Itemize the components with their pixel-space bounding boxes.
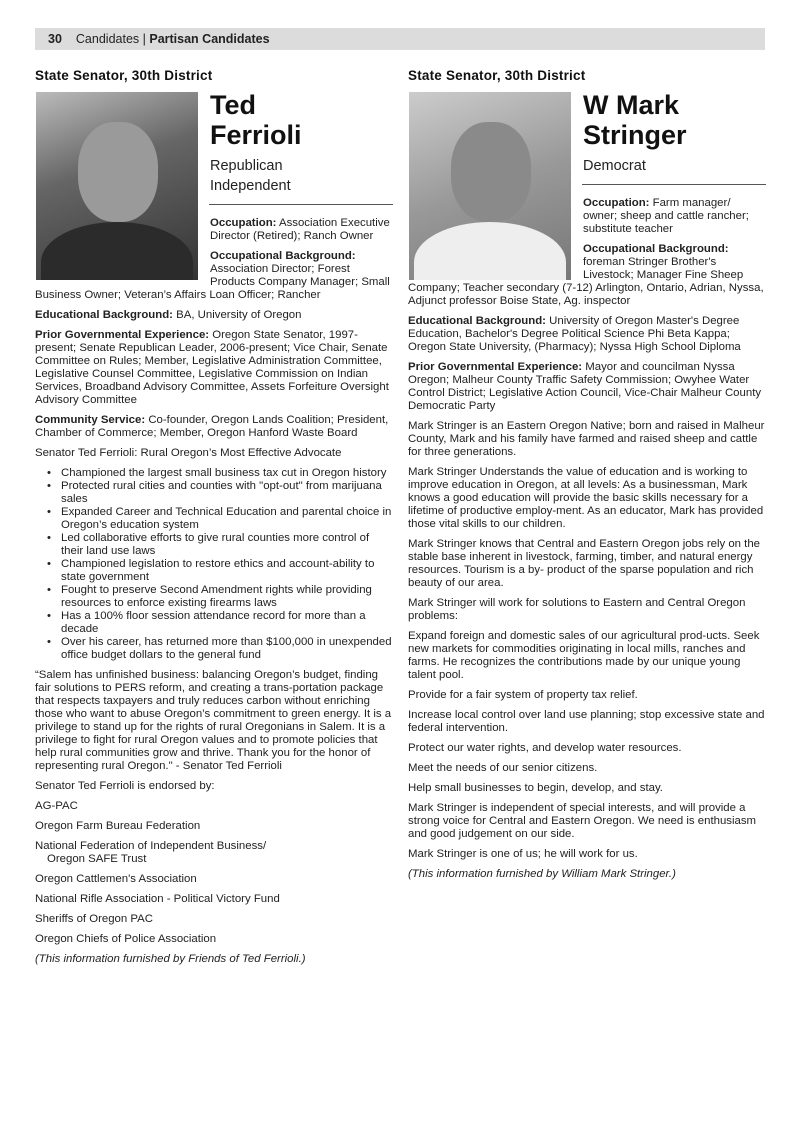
list-item: • Championed the largest small business tax cut in Oregon history bbox=[47, 467, 393, 480]
occupation: Occupation: Association Executive Director (Retired); Ranch Owner bbox=[210, 217, 390, 242]
statement-paragraph: Meet the needs of our senior citizens. bbox=[408, 762, 598, 774]
list-item: • Expanded Career and Technical Education and parental choice in Oregon’s education system bbox=[47, 506, 393, 532]
list-item: • Fought to preserve Second Amendment rights while providing resources to enforce existing firearms laws bbox=[47, 584, 393, 610]
candidate-ferrioli bbox=[35, 69, 393, 973]
accomplishments-list bbox=[47, 467, 393, 662]
educational-background: Educational Background: BA, University of Oregon bbox=[35, 309, 302, 321]
occupational-background: Occupational Background: foreman Stringer Brother's Livestock; Manager Fine Sheep Company; Teacher secondary (7-12) Arlington, Ontario, Adrian, Nyssa, Adjunct professor Boise State, Ag. inspector bbox=[408, 243, 764, 307]
endorsement: Oregon Chiefs of Police Association bbox=[35, 933, 217, 945]
list-item: • Protected rural cities and counties with "opt-out" from marijuana sales bbox=[47, 480, 393, 506]
section-label: Candidates | bbox=[75, 32, 146, 46]
candidate-party: Democrat bbox=[583, 158, 646, 174]
statement-paragraph: Mark Stringer is one of us; he will work for us. bbox=[408, 848, 638, 860]
statement-paragraph: Increase local control over land use planning; stop excessive state and federal intervention. bbox=[408, 709, 765, 734]
statement-paragraph: Mark Stringer will work for solutions to Eastern and Central Oregon problems: bbox=[408, 597, 746, 622]
page-number: 30 bbox=[48, 32, 62, 46]
list-item: • Led collaborative efforts to give rural counties more control of their land use laws bbox=[47, 532, 393, 558]
office-title: State Senator, 30th District bbox=[408, 68, 586, 83]
candidate-party: Republican Independent bbox=[210, 158, 291, 194]
list-item: • Over his career, has returned more than $100,000 in unexpended office budget dollars to the general fund bbox=[47, 636, 393, 662]
tagline: Senator Ted Ferrioli: Rural Oregon’s Most Effective Advocate bbox=[35, 447, 342, 459]
candidate-name: W Mark Stringer bbox=[583, 90, 687, 150]
endorsement: National Federation of Independent Business/ Oregon SAFE Trust bbox=[35, 840, 267, 865]
statement-paragraph: Mark Stringer Understands the value of education and is working to improve education in Oregon, at all levels: As a businessman, Mark knows a good education will provide the basic skills necessary for a lifetime of productive employ-ment. As an educator, Mark has provided those vital skills to our children. bbox=[408, 466, 764, 530]
candidate-quote: “Salem has unfinished business: balancing Oregon’s budget, finding fair solutions to PERS reform, and creating a trans-portation package that respects taxpayers and truly reduces carbon without enriching those who want to abuse Oregon’s commitment to green energy. It is a privilege to stand up for the rights of rural Oregonians in Salem. It is a privilege to fight for rural Oregon values and to promote policies that help rural communities grow and thrive. Thank you for the honor of representing rural Oregon." - Senator Ted Ferrioli bbox=[35, 669, 392, 772]
list-item: • Has a 100% floor session attendance record for more than a decade bbox=[47, 610, 393, 636]
divider bbox=[209, 204, 393, 205]
candidate-name: Ted Ferrioli bbox=[210, 90, 302, 150]
office-title: State Senator, 30th District bbox=[35, 68, 213, 83]
furnished-note: (This information furnished by William Mark Stringer.) bbox=[408, 868, 676, 880]
statement-paragraph: Expand foreign and domestic sales of our agricultural prod-ucts. Seek new markets for commodities originating in local mills, ranches and farms. He recognizes the contributions made by our unique young talent pool. bbox=[408, 630, 760, 681]
governmental-experience: Prior Governmental Experience: Mayor and councilman Nyssa Oregon; Malheur County Traffic Safety Commission; Owyhee Water Control District; Legislative Action Council, Vice-Chair Malheur County Democratic Party bbox=[408, 361, 762, 412]
endorsement: Oregon Farm Bureau Federation bbox=[35, 820, 201, 832]
endorsement: Oregon Cattlemen's Association bbox=[35, 873, 197, 885]
occupation: Occupation: Farm manager/ owner; sheep and cattle rancher; substitute teacher bbox=[583, 197, 749, 235]
governmental-experience: Prior Governmental Experience: Oregon State Senator, 1997-present; Senate Republican Leader, 2006-present; Vice Chair, Senate Committee on Rules; Member, Legislative Administration Committee, Legislative Counsel Committee, Legislative Commission on Indian Services, Broadband Advisory Committee, Assets Forfeiture Oversight Advisory Committee bbox=[35, 329, 389, 406]
statement-paragraph: Mark Stringer knows that Central and Eastern Oregon jobs rely on the stable base inherent in livestock, farming, timber, and natural energy resources. Tourism is a by- product of the sparse population and rich beauty of our area. bbox=[408, 538, 761, 589]
endorsement: National Rifle Association - Political Victory Fund bbox=[35, 893, 280, 905]
list-item: • Championed legislation to restore ethics and account-ability to state government bbox=[47, 558, 393, 584]
statement-paragraph: Mark Stringer is independent of special interests, and will provide a strong voice for Central and Eastern Oregon. We need is enthusiasm and good judgement on our side. bbox=[408, 802, 757, 840]
furnished-note: (This information furnished by Friends of Ted Ferrioli.) bbox=[35, 953, 306, 965]
subsection-label: Partisan Candidates bbox=[149, 32, 270, 46]
educational-background: Educational Background: University of Oregon Master's Degree Education, Bachelor's Degree Political Science Phi Beta Kappa; Oregon State University, (Pharmacy); Nyssa High School Diploma bbox=[408, 315, 741, 353]
endorsement: AG-PAC bbox=[35, 800, 78, 812]
occupational-background: Occupational Background: Association Director; Forest Products Company Manager; Small Business Owner; Veteran’s Affairs Loan Officer; Rancher bbox=[35, 250, 390, 301]
candidate-photo bbox=[409, 92, 571, 280]
statement-paragraph: Provide for a fair system of property tax relief. bbox=[408, 689, 638, 701]
divider bbox=[582, 184, 766, 185]
page-header bbox=[35, 28, 765, 50]
statement-paragraph: Protect our water rights, and develop water resources. bbox=[408, 742, 682, 754]
candidate-photo bbox=[36, 92, 198, 280]
statement-paragraph: Help small businesses to begin, develop, and stay. bbox=[408, 782, 663, 794]
candidate-stringer bbox=[408, 69, 766, 888]
community-service: Community Service: Co-founder, Oregon Lands Coalition; President, Chamber of Commerce; Member, Oregon Hanford Waste Board bbox=[35, 414, 389, 439]
endorsement: Sheriffs of Oregon PAC bbox=[35, 913, 153, 925]
statement-paragraph: Mark Stringer is an Eastern Oregon Native; born and raised in Malheur County, Mark and his family have farmed and raised sheep and cattle for three generations. bbox=[408, 420, 765, 458]
endorsed-intro: Senator Ted Ferrioli is endorsed by: bbox=[35, 780, 215, 792]
